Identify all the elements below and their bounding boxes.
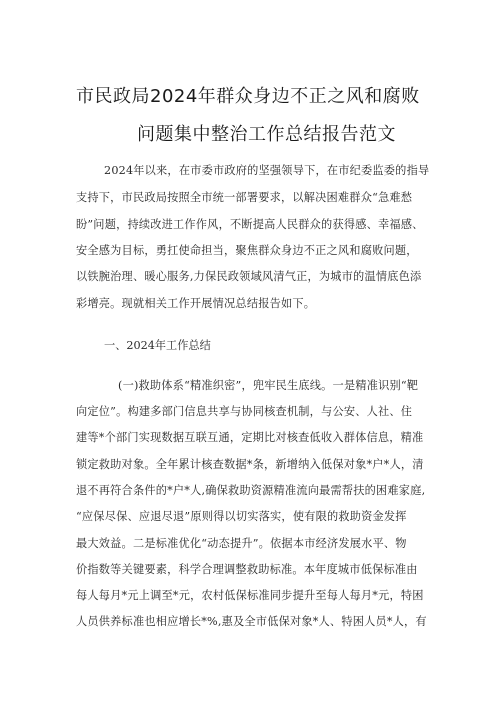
intro-line: 以铁腕治理、暖心服务,力保民政领域风清气正，为城市的温情底色添 bbox=[76, 270, 422, 283]
section-line: 锁定救助对象。全年累计核查数据*条，新增纳入低保对象*户*人，清 bbox=[76, 458, 424, 471]
section-line: 价指数等关键要素，科学合理调整救助标准。本年度城市低保标准由 bbox=[76, 563, 418, 576]
intro-line: 2024年以来，在市委市政府的坚强领导下，在市纪委监委的指导 bbox=[104, 164, 430, 177]
intro-line: 安全感为目标，勇扛使命担当，聚焦群众身边不正之风和腐败问题， bbox=[76, 244, 418, 257]
section-line: 建等*个部门实现数据互联互通，定期比对核查低收入群体信息，精准 bbox=[76, 431, 424, 444]
document-title-line-1: 市民政局2024年群众身边不正之风和腐败 bbox=[76, 86, 420, 107]
intro-line: 支持下，市民政局按照全市统一部署要求，以解决困难群众“急难愁 bbox=[76, 191, 413, 204]
intro-line: 彩增亮。现就相关工作开展情况总结报告如下。 bbox=[76, 297, 316, 310]
section-line: (一)救助体系“精准织密”，兜牢民生底线。一是精准识别“靶 bbox=[118, 379, 419, 392]
section-line: 退不再符合条件的*户*人,确保救助资源精准流向最需帮扶的困难家庭, bbox=[76, 484, 426, 497]
section-line: 人员供养标准也相应增长*%,惠及全市低保对象*人、特困人员*人，有 bbox=[76, 615, 427, 628]
section-line: 最大效益。二是标准优化“动态提升”。依据本市经济发展水平、物 bbox=[76, 537, 407, 550]
section-heading: 一、2024年工作总结 bbox=[104, 339, 211, 352]
section-line: “应保尽保、应退尽退”原则得以切实落实，使有限的救助资金发挥 bbox=[76, 510, 407, 523]
section-line: 每人每月*元上调至*元，农村低保标准同步提升至每人每月*元，特困 bbox=[76, 589, 424, 602]
section-line: 向定位”。构建多部门信息共享与协同核查机制，与公安、人社、住 bbox=[76, 405, 413, 418]
document-title-line-2: 问题集中整治工作总结报告范文 bbox=[137, 124, 396, 145]
intro-line: 盼”问题，持续改进工作作风，不断提高人民群众的获得感、幸福感、 bbox=[76, 218, 424, 231]
